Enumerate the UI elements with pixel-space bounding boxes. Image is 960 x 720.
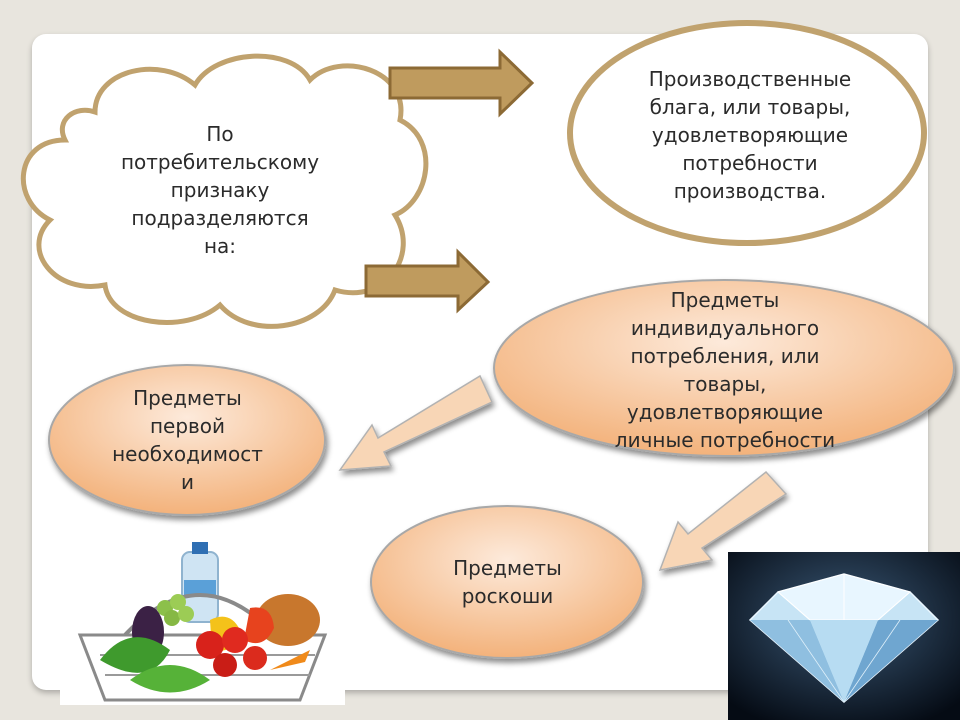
production-goods-text: Производственные блага, или товары, удовлетворяющие потребности производства. [648,67,852,203]
luxury-text: Предметы роскоши [453,556,562,608]
cloud-text: По потребительскому признаку подразделяются на: [120,122,320,258]
diamond-picture [728,552,960,720]
grocery-basket-picture [60,540,345,705]
individual-goods-text: Предметы индивидуального потребления, или товары, удовлетворяющие личные потребности [614,288,836,452]
first-necessity-text: Предметы первой необходимост и [112,386,263,494]
arrow-to-first-necessity [340,376,492,470]
arrow-top [390,52,532,114]
